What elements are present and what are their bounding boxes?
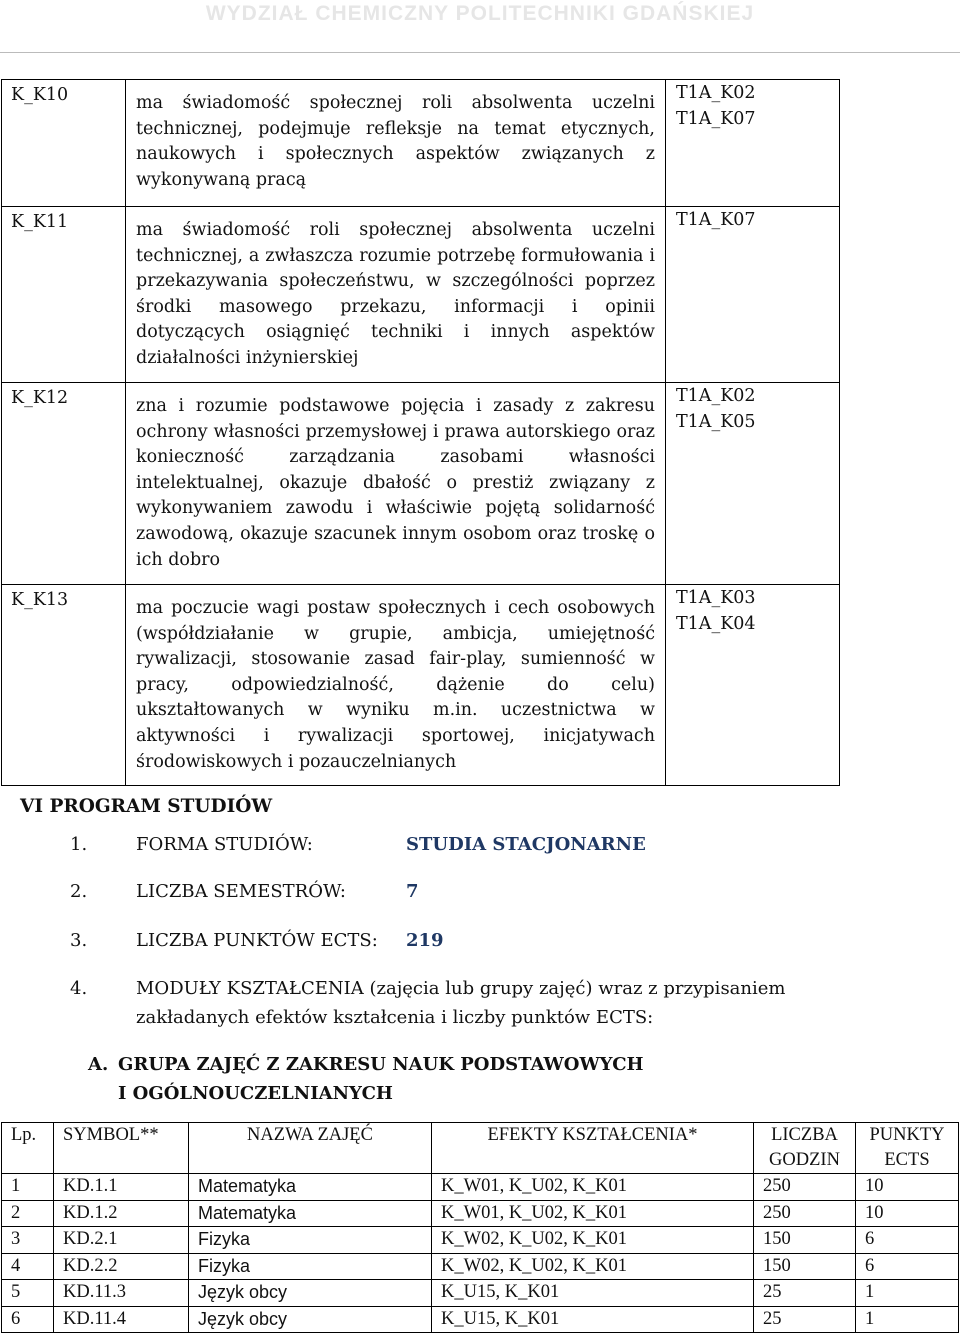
outcome-reference: T1A_K04 [676,613,756,634]
cell-hours: 25 [754,1306,856,1333]
cell-hours: 25 [754,1280,856,1307]
cell-lp: 1 [2,1174,54,1201]
cell-ects: 10 [856,1200,959,1227]
table-header-row [2,1123,959,1174]
cell-ects: 6 [856,1227,959,1254]
outcome-references [666,585,840,786]
outcome-description: ma świadomość roli społecznej absolwenta uczelni technicznej, a zwłaszcza rozumie potrzebę formułowania i przekazywania społeczeństwu, w szczególności poprzez środki masowego przekazu, informacji i opinii dotyczących osiągnięć techniki i innych aspektów działalności inżynierskiej [126,207,666,383]
cell-name: Matematyka [189,1174,432,1201]
group-heading [88,1050,644,1108]
col-header-ects-line: ECTS [884,1150,930,1170]
col-header-symbol: SYMBOL** [54,1123,189,1174]
outcome-reference: T1A_K03 [676,588,756,608]
col-header-ects [856,1123,959,1174]
table-row [2,1306,959,1333]
outcome-code: K_K13 [2,585,126,786]
cell-name: Matematyka [189,1200,432,1227]
item-label: MODUŁY KSZTAŁCENIA (zajęcia lub grupy zajęć) wraz z przypisaniem zakładanych efektów kształcenia i liczby punktów ECTS: [136,978,786,1028]
table-row [2,207,840,383]
table-row [2,1227,959,1254]
col-header-lp: Lp. [2,1123,54,1174]
table-row [2,80,840,207]
item-value: 7 [406,881,419,902]
cell-lp: 6 [2,1306,54,1333]
cell-symbol: KD.2.2 [54,1253,189,1280]
cell-symbol: KD.11.3 [54,1280,189,1307]
col-header-effects: EFEKTY KSZTAŁCENIA* [432,1123,754,1174]
outcome-code: K_K11 [2,207,126,383]
table-row [2,585,840,786]
item-label: LICZBA SEMESTRÓW: [136,881,346,902]
col-header-ects-line: PUNKTY [869,1125,945,1145]
cell-lp: 4 [2,1253,54,1280]
outcome-references [666,207,840,383]
item-number: 1. [70,834,88,855]
cell-effects: K_U15, K_K01 [432,1306,754,1333]
table-row [2,1200,959,1227]
cell-effects: K_U15, K_K01 [432,1280,754,1307]
group-title-line: I OGÓLNOUCZELNIANYCH [118,1083,393,1104]
col-header-hours-line: GODZIN [769,1150,840,1170]
section-title: VI PROGRAM STUDIÓW [20,796,273,817]
outcome-code: K_K12 [2,383,126,585]
cell-symbol: KD.1.2 [54,1200,189,1227]
outcome-references [666,383,840,585]
header-divider [0,52,960,53]
outcome-description: ma poczucie wagi postaw społecznych i cech osobowych (współdziałanie w grupie, ambicja, umiejętność rywalizacji, stosowanie zasad fair-play, sumienność w pracy, odpowiedzialność, dążenie do celu) ukształtowanych w wyniku m.in. uczestnictwa w aktywności i rywalizacji sportowej, inicjatywach środowiskowych i pozauczelnianych [126,585,666,786]
cell-ects: 1 [856,1280,959,1307]
group-letter: A. [88,1054,109,1075]
outcome-reference: T1A_K07 [676,108,756,129]
item-label: LICZBA PUNKTÓW ECTS: [136,930,378,951]
table-row [2,1174,959,1201]
cell-name: Język obcy [189,1280,432,1307]
outcome-reference: T1A_K02 [676,83,756,103]
cell-effects: K_W01, K_U02, K_K01 [432,1200,754,1227]
col-header-hours-line: LICZBA [771,1125,838,1145]
outcome-reference: T1A_K05 [676,411,756,432]
item-number: 2. [70,881,88,902]
outcome-description: zna i rozumie podstawowe pojęcia i zasady z zakresu ochrony własności przemysłowej i prawa autorskiego oraz konieczność zarządzania zasobami własności intelektualnej, okazuje dbałość o prestiż związany z wykonywaniem zawodu i właściwie pojętą solidarność zawodową, okazuje szacunek innym osobom oraz troskę o ich dobro [126,383,666,585]
cell-symbol: KD.2.1 [54,1227,189,1254]
table-row [2,1253,959,1280]
page-header-title: WYDZIAŁ CHEMICZNY POLITECHNIKI GDAŃSKIEJ [205,2,755,25]
cell-name: Fizyka [189,1253,432,1280]
cell-hours: 250 [754,1174,856,1201]
cell-effects: K_W01, K_U02, K_K01 [432,1174,754,1201]
item-label: FORMA STUDIÓW: [136,834,313,855]
cell-ects: 6 [856,1253,959,1280]
outcome-reference: T1A_K07 [676,210,756,230]
table-row [2,1280,959,1307]
cell-lp: 5 [2,1280,54,1307]
cell-hours: 250 [754,1200,856,1227]
outcome-description: ma świadomość społecznej roli absolwenta uczelni technicznej, podejmuje refleksje na temat etycznych, naukowych i społecznych aspektów związanych z wykonywaną pracą [126,80,666,207]
program-item-modules [70,974,830,1032]
cell-hours: 150 [754,1253,856,1280]
cell-name: Język obcy [189,1306,432,1333]
cell-ects: 10 [856,1174,959,1201]
cell-lp: 3 [2,1227,54,1254]
item-number: 3. [70,930,88,951]
learning-outcomes-table [1,79,840,786]
col-header-hours [754,1123,856,1174]
item-number: 4. [70,978,88,999]
cell-name: Fizyka [189,1227,432,1254]
outcome-references [666,80,840,207]
table-row [2,383,840,585]
cell-effects: K_W02, K_U02, K_K01 [432,1227,754,1254]
item-value: 219 [406,930,444,951]
outcome-reference: T1A_K02 [676,386,756,406]
modules-table [1,1122,959,1333]
item-value: STUDIA STACJONARNE [406,834,646,855]
cell-hours: 150 [754,1227,856,1254]
cell-ects: 1 [856,1306,959,1333]
cell-symbol: KD.11.4 [54,1306,189,1333]
col-header-name: NAZWA ZAJĘĆ [189,1123,432,1174]
outcome-code: K_K10 [2,80,126,207]
group-title-line: GRUPA ZAJĘĆ Z ZAKRESU NAUK PODSTAWOWYCH [118,1054,644,1075]
cell-effects: K_W02, K_U02, K_K01 [432,1253,754,1280]
cell-symbol: KD.1.1 [54,1174,189,1201]
cell-lp: 2 [2,1200,54,1227]
